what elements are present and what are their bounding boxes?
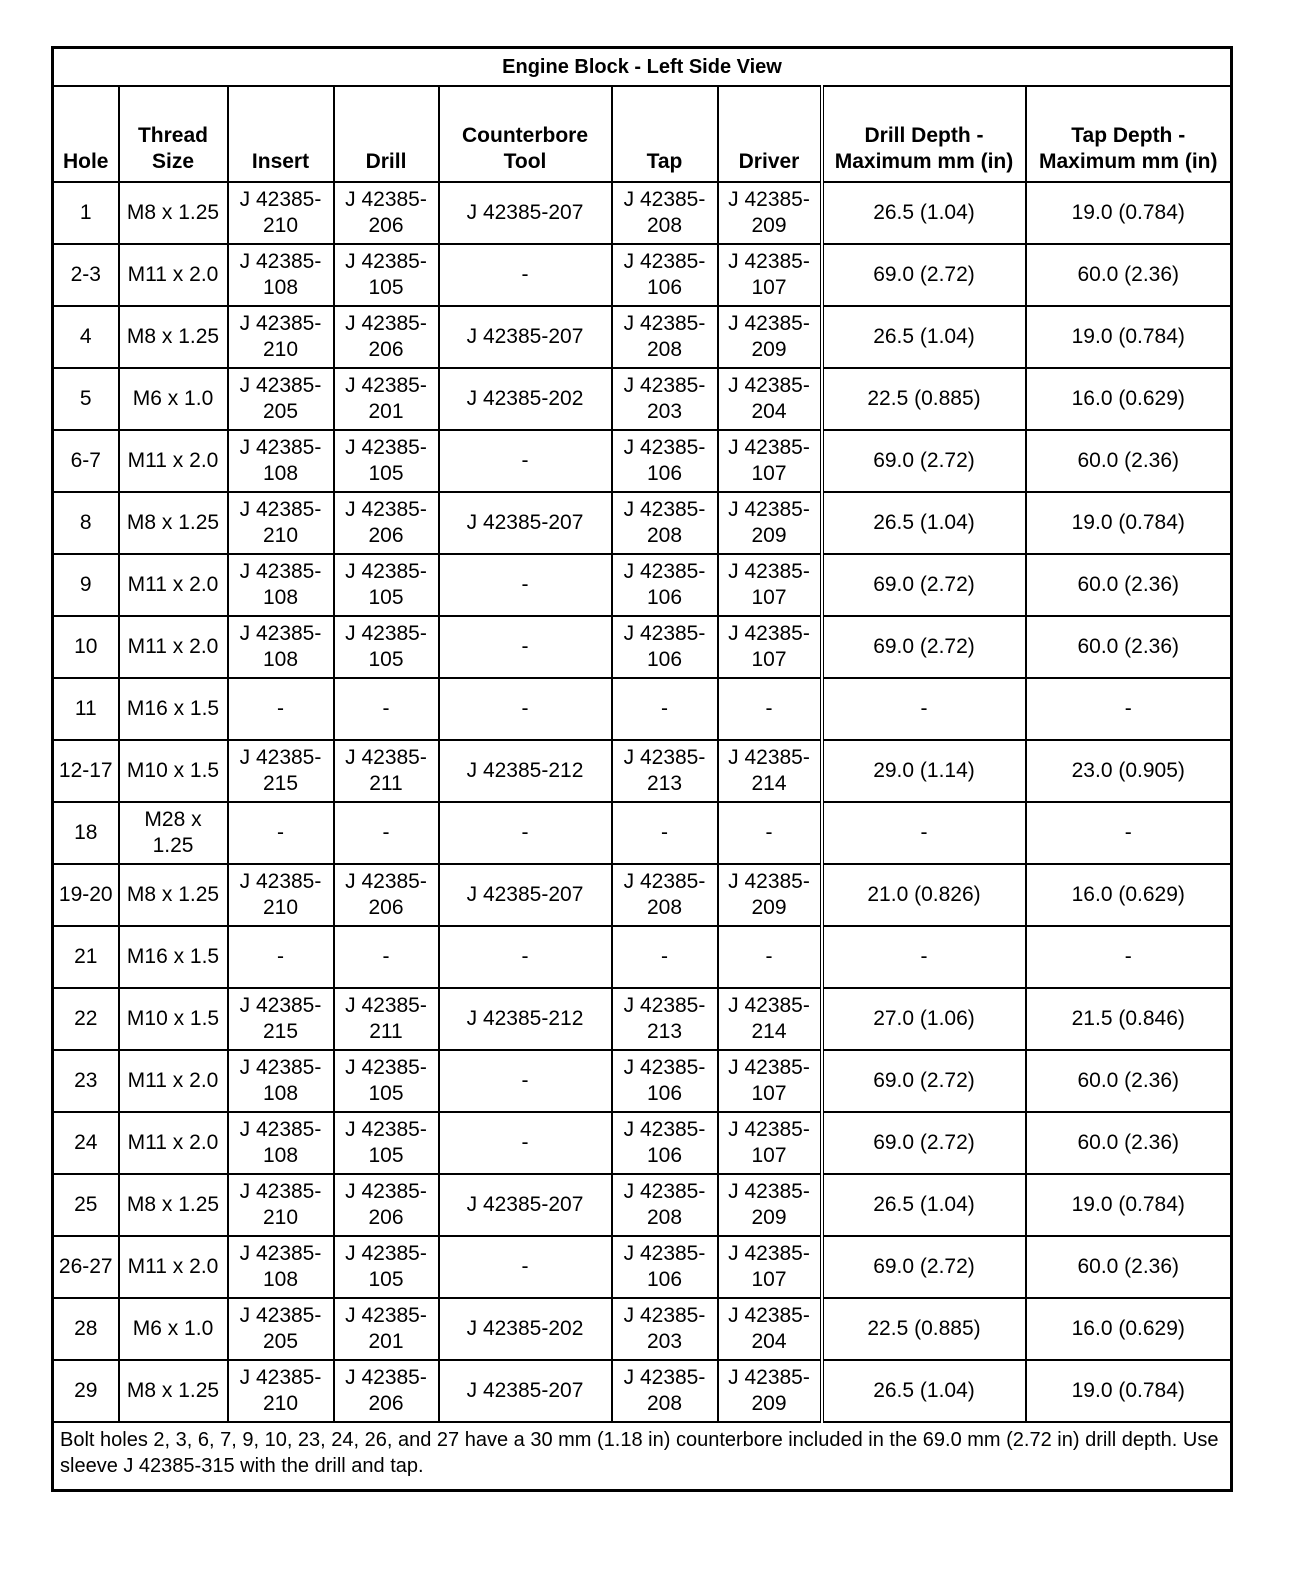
cell-tap: - bbox=[612, 926, 718, 988]
table-row bbox=[53, 1298, 1232, 1360]
cell-counterbore-tool: - bbox=[439, 554, 612, 616]
cell-driver: J 42385-209 bbox=[718, 864, 822, 926]
cell-tap: J 42385-208 bbox=[612, 1174, 718, 1236]
cell-hole: 24 bbox=[53, 1112, 119, 1174]
cell-tap-depth: 60.0 (2.36) bbox=[1026, 430, 1232, 492]
cell-hole: 29 bbox=[53, 1360, 119, 1422]
cell-driver: J 42385-214 bbox=[718, 988, 822, 1050]
cell-counterbore-tool: - bbox=[439, 678, 612, 740]
cell-tap: J 42385-106 bbox=[612, 616, 718, 678]
table-row bbox=[53, 988, 1232, 1050]
table-row bbox=[53, 1112, 1232, 1174]
cell-drill: - bbox=[334, 678, 439, 740]
cell-tap-depth: 19.0 (0.784) bbox=[1026, 1174, 1232, 1236]
cell-drill: - bbox=[334, 926, 439, 988]
cell-driver: J 42385-107 bbox=[718, 1236, 822, 1298]
column-header-counterbore-tool: Counterbore Tool bbox=[439, 86, 612, 182]
cell-driver: J 42385-209 bbox=[718, 306, 822, 368]
cell-hole: 26-27 bbox=[53, 1236, 119, 1298]
cell-counterbore-tool: J 42385-202 bbox=[439, 1298, 612, 1360]
cell-thread-size: M8 x 1.25 bbox=[119, 1174, 228, 1236]
column-header-thread-size: Thread Size bbox=[119, 86, 228, 182]
cell-driver: J 42385-209 bbox=[718, 182, 822, 244]
table-row bbox=[53, 926, 1232, 988]
cell-tap-depth: 60.0 (2.36) bbox=[1026, 1112, 1232, 1174]
cell-hole: 8 bbox=[53, 492, 119, 554]
cell-hole: 11 bbox=[53, 678, 119, 740]
cell-drill-depth: 22.5 (0.885) bbox=[822, 1298, 1026, 1360]
cell-drill-depth: 29.0 (1.14) bbox=[822, 740, 1026, 802]
cell-insert: J 42385-210 bbox=[228, 182, 334, 244]
cell-driver: J 42385-209 bbox=[718, 1174, 822, 1236]
cell-insert: - bbox=[228, 678, 334, 740]
cell-insert: J 42385-108 bbox=[228, 1112, 334, 1174]
cell-drill-depth: 69.0 (2.72) bbox=[822, 1112, 1026, 1174]
cell-tap-depth: 19.0 (0.784) bbox=[1026, 306, 1232, 368]
cell-driver: J 42385-214 bbox=[718, 740, 822, 802]
cell-tap-depth: 16.0 (0.629) bbox=[1026, 1298, 1232, 1360]
cell-tap: J 42385-106 bbox=[612, 1236, 718, 1298]
cell-counterbore-tool: J 42385-202 bbox=[439, 368, 612, 430]
cell-drill: J 42385-206 bbox=[334, 864, 439, 926]
cell-thread-size: M8 x 1.25 bbox=[119, 1360, 228, 1422]
cell-driver: J 42385-204 bbox=[718, 368, 822, 430]
cell-hole: 1 bbox=[53, 182, 119, 244]
cell-drill: J 42385-105 bbox=[334, 554, 439, 616]
table-row bbox=[53, 616, 1232, 678]
column-header-driver: Driver bbox=[718, 86, 822, 182]
cell-drill: J 42385-211 bbox=[334, 988, 439, 1050]
cell-counterbore-tool: - bbox=[439, 926, 612, 988]
cell-counterbore-tool: - bbox=[439, 802, 612, 864]
cell-thread-size: M11 x 2.0 bbox=[119, 1112, 228, 1174]
cell-insert: J 42385-205 bbox=[228, 1298, 334, 1360]
table-row bbox=[53, 554, 1232, 616]
cell-drill: J 42385-206 bbox=[334, 1360, 439, 1422]
cell-drill: J 42385-201 bbox=[334, 368, 439, 430]
cell-counterbore-tool: - bbox=[439, 1112, 612, 1174]
table-row bbox=[53, 864, 1232, 926]
cell-tap: J 42385-208 bbox=[612, 864, 718, 926]
cell-thread-size: M8 x 1.25 bbox=[119, 306, 228, 368]
cell-drill: J 42385-105 bbox=[334, 430, 439, 492]
cell-thread-size: M8 x 1.25 bbox=[119, 864, 228, 926]
cell-driver: - bbox=[718, 678, 822, 740]
cell-drill: J 42385-206 bbox=[334, 1174, 439, 1236]
table-row bbox=[53, 306, 1232, 368]
cell-counterbore-tool: J 42385-207 bbox=[439, 1174, 612, 1236]
table-row bbox=[53, 182, 1232, 244]
table-row bbox=[53, 368, 1232, 430]
cell-insert: J 42385-210 bbox=[228, 1360, 334, 1422]
cell-drill: - bbox=[334, 802, 439, 864]
cell-tap-depth: 19.0 (0.784) bbox=[1026, 182, 1232, 244]
cell-drill-depth: 26.5 (1.04) bbox=[822, 1174, 1026, 1236]
cell-tap-depth: 19.0 (0.784) bbox=[1026, 1360, 1232, 1422]
cell-drill-depth: 69.0 (2.72) bbox=[822, 430, 1026, 492]
cell-tap: J 42385-208 bbox=[612, 1360, 718, 1422]
cell-insert: J 42385-210 bbox=[228, 306, 334, 368]
cell-tap: J 42385-213 bbox=[612, 988, 718, 1050]
cell-counterbore-tool: - bbox=[439, 616, 612, 678]
cell-hole: 9 bbox=[53, 554, 119, 616]
cell-tap: J 42385-106 bbox=[612, 554, 718, 616]
cell-counterbore-tool: J 42385-207 bbox=[439, 492, 612, 554]
cell-drill-depth: 69.0 (2.72) bbox=[822, 554, 1026, 616]
cell-drill: J 42385-105 bbox=[334, 1050, 439, 1112]
cell-tap-depth: 21.5 (0.846) bbox=[1026, 988, 1232, 1050]
cell-tap: J 42385-106 bbox=[612, 430, 718, 492]
cell-tap: J 42385-208 bbox=[612, 182, 718, 244]
column-header-insert: Insert bbox=[228, 86, 334, 182]
cell-drill-depth: 69.0 (2.72) bbox=[822, 616, 1026, 678]
cell-driver: J 42385-107 bbox=[718, 430, 822, 492]
cell-thread-size: M11 x 2.0 bbox=[119, 616, 228, 678]
cell-drill-depth: 26.5 (1.04) bbox=[822, 492, 1026, 554]
cell-counterbore-tool: - bbox=[439, 1050, 612, 1112]
cell-tap: - bbox=[612, 802, 718, 864]
column-header-drill: Drill bbox=[334, 86, 439, 182]
cell-tap: - bbox=[612, 678, 718, 740]
cell-insert: J 42385-215 bbox=[228, 740, 334, 802]
header-row bbox=[53, 86, 1232, 182]
table-row bbox=[53, 1174, 1232, 1236]
cell-thread-size: M10 x 1.5 bbox=[119, 740, 228, 802]
cell-insert: J 42385-108 bbox=[228, 1050, 334, 1112]
cell-tap-depth: 16.0 (0.629) bbox=[1026, 864, 1232, 926]
cell-driver: J 42385-209 bbox=[718, 492, 822, 554]
cell-tap-depth: 60.0 (2.36) bbox=[1026, 554, 1232, 616]
cell-insert: J 42385-108 bbox=[228, 554, 334, 616]
cell-thread-size: M16 x 1.5 bbox=[119, 926, 228, 988]
table-row bbox=[53, 1360, 1232, 1422]
cell-insert: J 42385-108 bbox=[228, 244, 334, 306]
cell-drill: J 42385-206 bbox=[334, 182, 439, 244]
engine-block-spec-table bbox=[51, 46, 1233, 1492]
cell-tap: J 42385-106 bbox=[612, 1050, 718, 1112]
cell-hole: 10 bbox=[53, 616, 119, 678]
cell-insert: J 42385-210 bbox=[228, 864, 334, 926]
cell-hole: 2-3 bbox=[53, 244, 119, 306]
table-body bbox=[53, 182, 1232, 1422]
column-header-hole: Hole bbox=[53, 86, 119, 182]
cell-hole: 4 bbox=[53, 306, 119, 368]
cell-insert: J 42385-108 bbox=[228, 1236, 334, 1298]
cell-drill-depth: - bbox=[822, 678, 1026, 740]
cell-driver: J 42385-209 bbox=[718, 1360, 822, 1422]
cell-tap-depth: - bbox=[1026, 678, 1232, 740]
cell-tap: J 42385-106 bbox=[612, 1112, 718, 1174]
cell-thread-size: M11 x 2.0 bbox=[119, 244, 228, 306]
cell-counterbore-tool: - bbox=[439, 1236, 612, 1298]
cell-hole: 28 bbox=[53, 1298, 119, 1360]
cell-driver: J 42385-107 bbox=[718, 616, 822, 678]
cell-thread-size: M11 x 2.0 bbox=[119, 1050, 228, 1112]
cell-drill-depth: 69.0 (2.72) bbox=[822, 244, 1026, 306]
cell-tap-depth: 60.0 (2.36) bbox=[1026, 1236, 1232, 1298]
cell-drill: J 42385-105 bbox=[334, 1236, 439, 1298]
cell-drill: J 42385-105 bbox=[334, 1112, 439, 1174]
cell-drill-depth: - bbox=[822, 802, 1026, 864]
cell-tap-depth: 23.0 (0.905) bbox=[1026, 740, 1232, 802]
cell-thread-size: M28 x 1.25 bbox=[119, 802, 228, 864]
cell-tap-depth: 60.0 (2.36) bbox=[1026, 244, 1232, 306]
cell-thread-size: M11 x 2.0 bbox=[119, 1236, 228, 1298]
cell-drill-depth: 69.0 (2.72) bbox=[822, 1236, 1026, 1298]
table-row bbox=[53, 430, 1232, 492]
cell-hole: 22 bbox=[53, 988, 119, 1050]
cell-thread-size: M6 x 1.0 bbox=[119, 368, 228, 430]
cell-drill-depth: 27.0 (1.06) bbox=[822, 988, 1026, 1050]
cell-tap-depth: 16.0 (0.629) bbox=[1026, 368, 1232, 430]
cell-tap-depth: 60.0 (2.36) bbox=[1026, 1050, 1232, 1112]
cell-hole: 18 bbox=[53, 802, 119, 864]
cell-counterbore-tool: J 42385-207 bbox=[439, 306, 612, 368]
cell-tap: J 42385-203 bbox=[612, 368, 718, 430]
cell-driver: J 42385-204 bbox=[718, 1298, 822, 1360]
cell-thread-size: M8 x 1.25 bbox=[119, 182, 228, 244]
cell-counterbore-tool: - bbox=[439, 244, 612, 306]
cell-tap-depth: - bbox=[1026, 802, 1232, 864]
cell-tap: J 42385-106 bbox=[612, 244, 718, 306]
cell-thread-size: M8 x 1.25 bbox=[119, 492, 228, 554]
table-row bbox=[53, 740, 1232, 802]
cell-insert: J 42385-108 bbox=[228, 616, 334, 678]
cell-insert: - bbox=[228, 926, 334, 988]
cell-counterbore-tool: J 42385-207 bbox=[439, 864, 612, 926]
cell-driver: - bbox=[718, 926, 822, 988]
cell-counterbore-tool: - bbox=[439, 430, 612, 492]
cell-hole: 21 bbox=[53, 926, 119, 988]
cell-counterbore-tool: J 42385-207 bbox=[439, 1360, 612, 1422]
cell-drill: J 42385-201 bbox=[334, 1298, 439, 1360]
cell-tap: J 42385-208 bbox=[612, 492, 718, 554]
cell-drill-depth: 21.0 (0.826) bbox=[822, 864, 1026, 926]
cell-thread-size: M11 x 2.0 bbox=[119, 554, 228, 616]
cell-counterbore-tool: J 42385-207 bbox=[439, 182, 612, 244]
cell-drill-depth: - bbox=[822, 926, 1026, 988]
cell-driver: - bbox=[718, 802, 822, 864]
cell-tap-depth: 60.0 (2.36) bbox=[1026, 616, 1232, 678]
cell-drill: J 42385-105 bbox=[334, 244, 439, 306]
cell-tap-depth: - bbox=[1026, 926, 1232, 988]
cell-tap: J 42385-203 bbox=[612, 1298, 718, 1360]
cell-hole: 23 bbox=[53, 1050, 119, 1112]
cell-insert: J 42385-215 bbox=[228, 988, 334, 1050]
cell-insert: J 42385-205 bbox=[228, 368, 334, 430]
cell-drill-depth: 26.5 (1.04) bbox=[822, 306, 1026, 368]
cell-drill-depth: 26.5 (1.04) bbox=[822, 1360, 1026, 1422]
cell-tap-depth: 19.0 (0.784) bbox=[1026, 492, 1232, 554]
cell-driver: J 42385-107 bbox=[718, 244, 822, 306]
cell-drill: J 42385-211 bbox=[334, 740, 439, 802]
cell-thread-size: M10 x 1.5 bbox=[119, 988, 228, 1050]
footnote: Bolt holes 2, 3, 6, 7, 9, 10, 23, 24, 26, and 27 have a 30 mm (1.18 in) counterbore included in the 69.0 mm (2.72 in) drill depth. Use sleeve J 42385-315 with the drill and tap. bbox=[53, 1422, 1232, 1491]
cell-hole: 25 bbox=[53, 1174, 119, 1236]
cell-drill: J 42385-105 bbox=[334, 616, 439, 678]
column-header-tap-depth: Tap Depth - Maximum mm (in) bbox=[1026, 86, 1232, 182]
cell-drill-depth: 26.5 (1.04) bbox=[822, 182, 1026, 244]
cell-driver: J 42385-107 bbox=[718, 1050, 822, 1112]
cell-insert: J 42385-210 bbox=[228, 492, 334, 554]
cell-thread-size: M6 x 1.0 bbox=[119, 1298, 228, 1360]
cell-insert: J 42385-210 bbox=[228, 1174, 334, 1236]
cell-tap: J 42385-208 bbox=[612, 306, 718, 368]
cell-insert: - bbox=[228, 802, 334, 864]
table-row bbox=[53, 1236, 1232, 1298]
cell-counterbore-tool: J 42385-212 bbox=[439, 988, 612, 1050]
cell-insert: J 42385-108 bbox=[228, 430, 334, 492]
cell-driver: J 42385-107 bbox=[718, 554, 822, 616]
cell-thread-size: M16 x 1.5 bbox=[119, 678, 228, 740]
cell-hole: 5 bbox=[53, 368, 119, 430]
cell-hole: 12-17 bbox=[53, 740, 119, 802]
cell-drill-depth: 22.5 (0.885) bbox=[822, 368, 1026, 430]
table-row bbox=[53, 492, 1232, 554]
table-row bbox=[53, 1050, 1232, 1112]
column-header-drill-depth: Drill Depth - Maximum mm (in) bbox=[822, 86, 1026, 182]
table-row bbox=[53, 244, 1232, 306]
table-row bbox=[53, 678, 1232, 740]
cell-drill: J 42385-206 bbox=[334, 306, 439, 368]
table-title: Engine Block - Left Side View bbox=[53, 48, 1232, 87]
cell-thread-size: M11 x 2.0 bbox=[119, 430, 228, 492]
cell-driver: J 42385-107 bbox=[718, 1112, 822, 1174]
column-header-tap: Tap bbox=[612, 86, 718, 182]
cell-hole: 6-7 bbox=[53, 430, 119, 492]
table-row bbox=[53, 802, 1232, 864]
cell-counterbore-tool: J 42385-212 bbox=[439, 740, 612, 802]
cell-drill-depth: 69.0 (2.72) bbox=[822, 1050, 1026, 1112]
cell-tap: J 42385-213 bbox=[612, 740, 718, 802]
cell-hole: 19-20 bbox=[53, 864, 119, 926]
cell-drill: J 42385-206 bbox=[334, 492, 439, 554]
